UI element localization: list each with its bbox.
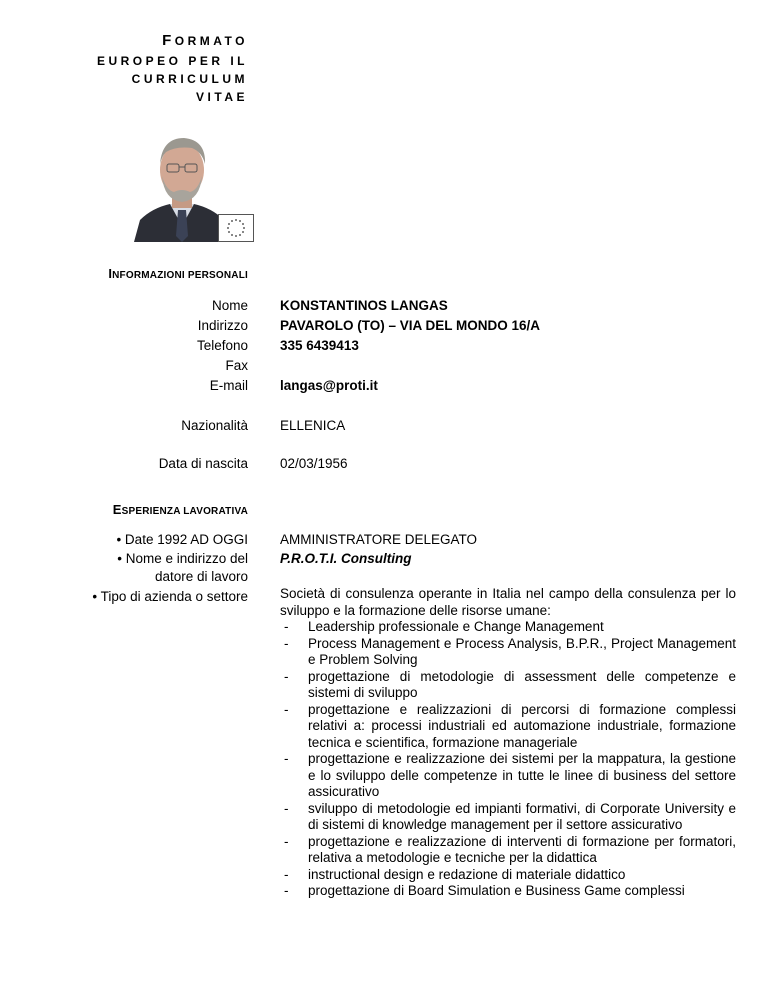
cv-title-line-2: EUROPEO PER IL — [96, 54, 248, 68]
cv-title-line-4: VITAE — [196, 90, 248, 104]
list-item: - progettazione di Board Simulation e Business Game complessi — [284, 883, 685, 898]
label-date: • Date 1992 AD OGGI — [116, 532, 248, 547]
label-employer-line-1: • Nome e indirizzo del — [117, 551, 248, 566]
value-nazionalita: ELLENICA — [280, 418, 346, 433]
label-employer-line-2: datore di lavoro — [154, 569, 248, 584]
value-telefono: 335 6439413 — [280, 338, 359, 353]
list-item: - progettazione e realizzazioni di percorsi di formazione complessi relativi a: processi industriali ed automazione industriale, formazione tecnica e scientifica, formazione manageriale — [284, 701, 736, 750]
label-email: E-mail — [209, 378, 248, 393]
description-intro: Società di consulenza operante in Italia nel campo della consulenza per lo sviluppo e la formazione delle risorse umane: — [280, 586, 736, 618]
label-nazionalita: Nazionalità — [181, 418, 248, 433]
value-data-di-nascita: 02/03/1956 — [280, 456, 348, 471]
value-role: AMMINISTRATORE DELEGATO — [280, 532, 478, 547]
list-item: - progettazione e realizzazione dei sistemi per la mappatura, la gestione e lo sviluppo delle competenze in tutte le linee di business del settore assicurativo — [284, 751, 736, 799]
value-nome: KONSTANTINOS LANGAS — [280, 298, 448, 313]
list-item: - sviluppo di metodologie ed impianti formativi, di Corporate University e di sistemi di knowledge management per il settore assicurativo — [284, 800, 736, 832]
label-nome: Nome — [211, 298, 248, 313]
value-company: P.R.O.T.I. Consulting — [280, 551, 412, 566]
list-item: - instructional design e redazione di materiale didattico — [284, 866, 626, 882]
label-fax: Fax — [225, 358, 248, 373]
list-item: - Leadership professionale e Change Management — [284, 619, 604, 634]
label-company-type: • Tipo di azienda o settore — [92, 589, 248, 604]
cv-title-line-3: CURRICULUM — [131, 72, 248, 86]
cv-title-line-1: FORMATO — [162, 32, 248, 49]
label-data-di-nascita: Data di nascita — [158, 456, 248, 471]
value-email: langas@proti.it — [280, 378, 378, 393]
section-heading-work-experience: ESPERIENZA LAVORATIVA — [112, 502, 248, 517]
list-item: - progettazione e realizzazione di interventi di formazione per formatori, relativa a metodologie e tecniche per la didattica — [284, 833, 736, 865]
section-heading-personal-info: INFORMAZIONI PERSONALI — [108, 266, 248, 281]
eu-flag-icon — [218, 214, 254, 242]
company-description — [280, 586, 736, 900]
list-item: - progettazione di metodologie di assessment delle competenze e sistemi di sviluppo — [284, 668, 736, 700]
list-item: - Process Management e Process Analysis, B.P.R., Project Management e Problem Solving — [284, 635, 736, 667]
label-indirizzo: Indirizzo — [197, 318, 248, 333]
activity-list — [280, 619, 736, 900]
label-telefono: Telefono — [196, 338, 248, 353]
value-indirizzo: PAVAROLO (TO) – VIA DEL MONDO 16/A — [280, 318, 541, 333]
